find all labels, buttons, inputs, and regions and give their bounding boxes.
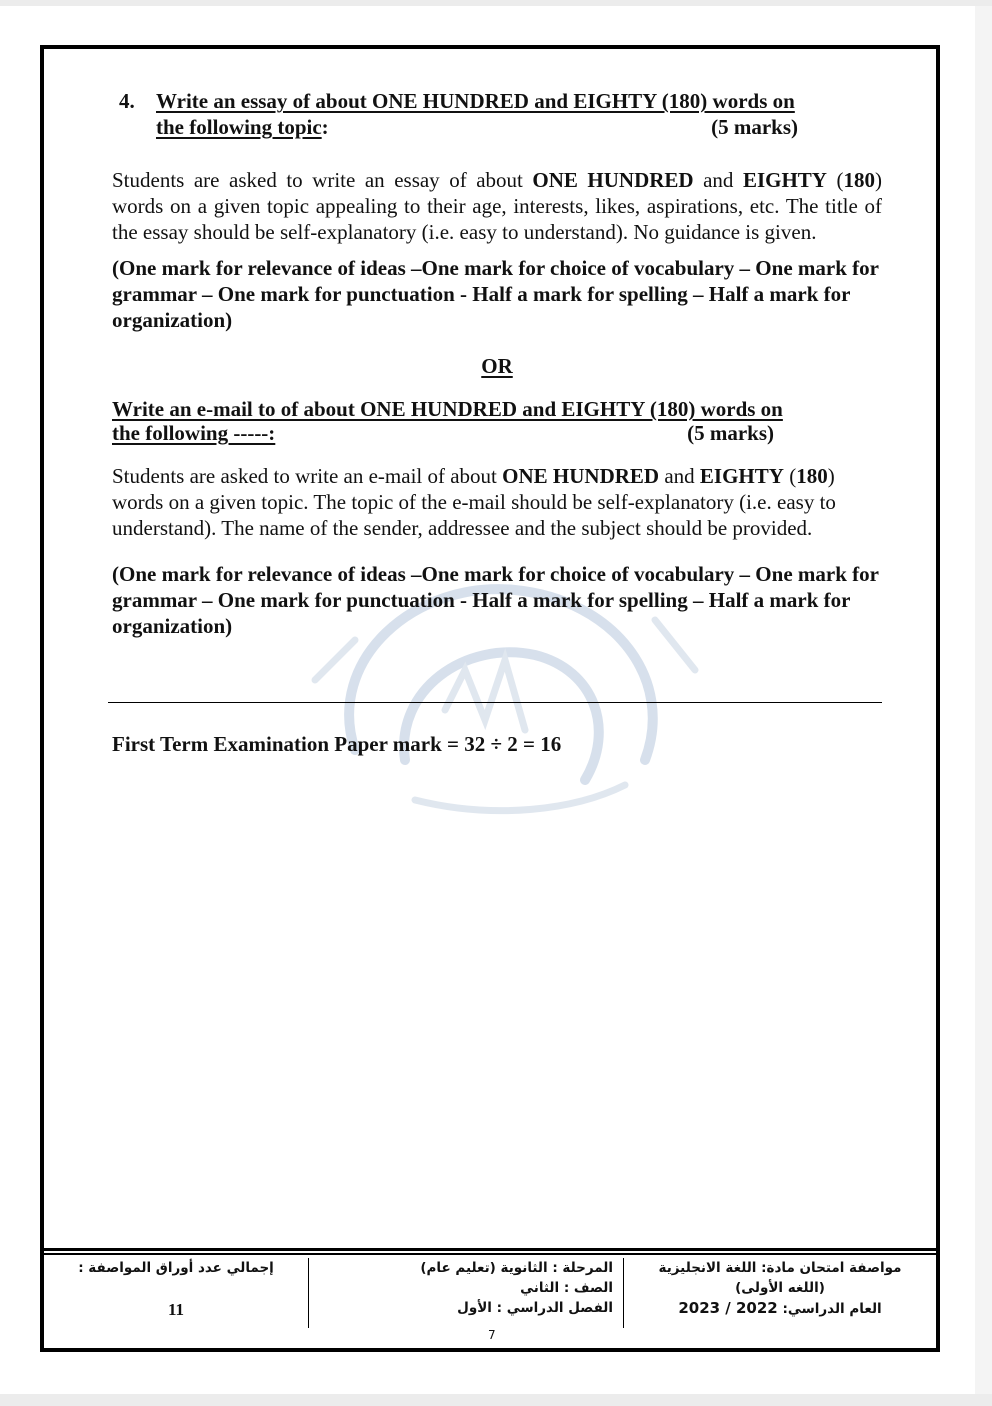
footer-stage-cell bbox=[308, 1258, 624, 1328]
essay-rubric: (One mark for relevance of ideas –One mark for choice of vocabulary – One mark for grammar – One mark for punctuation - Half a mark for spelling – Half a mark for organization) bbox=[112, 256, 879, 332]
question-title-line1: Write an essay of about ONE HUNDRED and EIGHTY (180) words on bbox=[156, 89, 795, 113]
viewer-right-shade bbox=[975, 6, 992, 1394]
footer-total-pages-label: إجمالي عدد أوراق المواصفة : bbox=[78, 1260, 274, 1276]
document-body bbox=[112, 88, 882, 639]
final-mark-formula: First Term Examination Paper mark = 32 ÷ 2 = 16 bbox=[112, 732, 562, 756]
footer-grade: الصف : الثاني bbox=[520, 1280, 613, 1296]
footer-year-label: العام الدراسي: bbox=[782, 1301, 882, 1317]
or-separator: OR bbox=[481, 354, 513, 378]
question-heading: 4. Write an essay of about ONE HUNDRED and EIGHTY (180) words on the following topic: (5 marks) bbox=[112, 88, 882, 140]
footer-stage: المرحلة : الثانوية (تعليم عام) bbox=[420, 1260, 613, 1276]
section-divider bbox=[108, 702, 882, 703]
email-title-line1: Write an e-mail to of about ONE HUNDRED and EIGHTY (180) words on bbox=[112, 397, 783, 421]
email-description: Students are asked to write an e-mail of about ONE HUNDRED and EIGHTY (180) words on a given topic. The topic of the e-mail should be self-explanatory (i.e. easy to understand). The name of the sender, addressee and the subject should be provided. bbox=[112, 464, 836, 540]
email-rubric: (One mark for relevance of ideas –One mark for choice of vocabulary – One mark for grammar – One mark for punctuation - Half a mark for spelling – Half a mark for organization) bbox=[112, 562, 879, 638]
email-heading bbox=[112, 397, 882, 445]
footer-total-pages-value: 11 bbox=[167, 1300, 185, 1319]
footer-subject-cell bbox=[624, 1258, 936, 1328]
footer-rule bbox=[44, 1248, 936, 1251]
question-marks: (5 marks) bbox=[711, 115, 798, 139]
viewer-bottom-strip bbox=[0, 1394, 992, 1406]
footer-language-level: (اللغه الأولى) bbox=[735, 1280, 825, 1296]
email-title-line2: the following -----: bbox=[112, 421, 276, 445]
question-number: 4. bbox=[119, 89, 135, 113]
footer-subject: مواصفة امتحان مادة: اللغة الانجليزية bbox=[658, 1260, 902, 1276]
footer-table bbox=[44, 1258, 936, 1328]
essay-description: Students are asked to write an essay of about ONE HUNDRED and EIGHTY (180) words on a given topic appealing to their age, interests, likes, aspirations, etc. The title of the essay should be self-explanatory (i.e. easy to understand). No guidance is given. bbox=[112, 168, 882, 244]
footer-year-value: 2023 / 2022 bbox=[678, 1299, 778, 1317]
viewer-top-strip bbox=[0, 0, 992, 6]
footer-term: الفصل الدراسي : الأول bbox=[457, 1300, 613, 1316]
email-marks: (5 marks) bbox=[687, 421, 774, 445]
footer-pages-cell bbox=[44, 1258, 308, 1328]
footer-rule-secondary bbox=[44, 1253, 936, 1255]
question-title-line2: the following topic bbox=[156, 115, 322, 139]
page-number: 7 bbox=[488, 1328, 496, 1342]
